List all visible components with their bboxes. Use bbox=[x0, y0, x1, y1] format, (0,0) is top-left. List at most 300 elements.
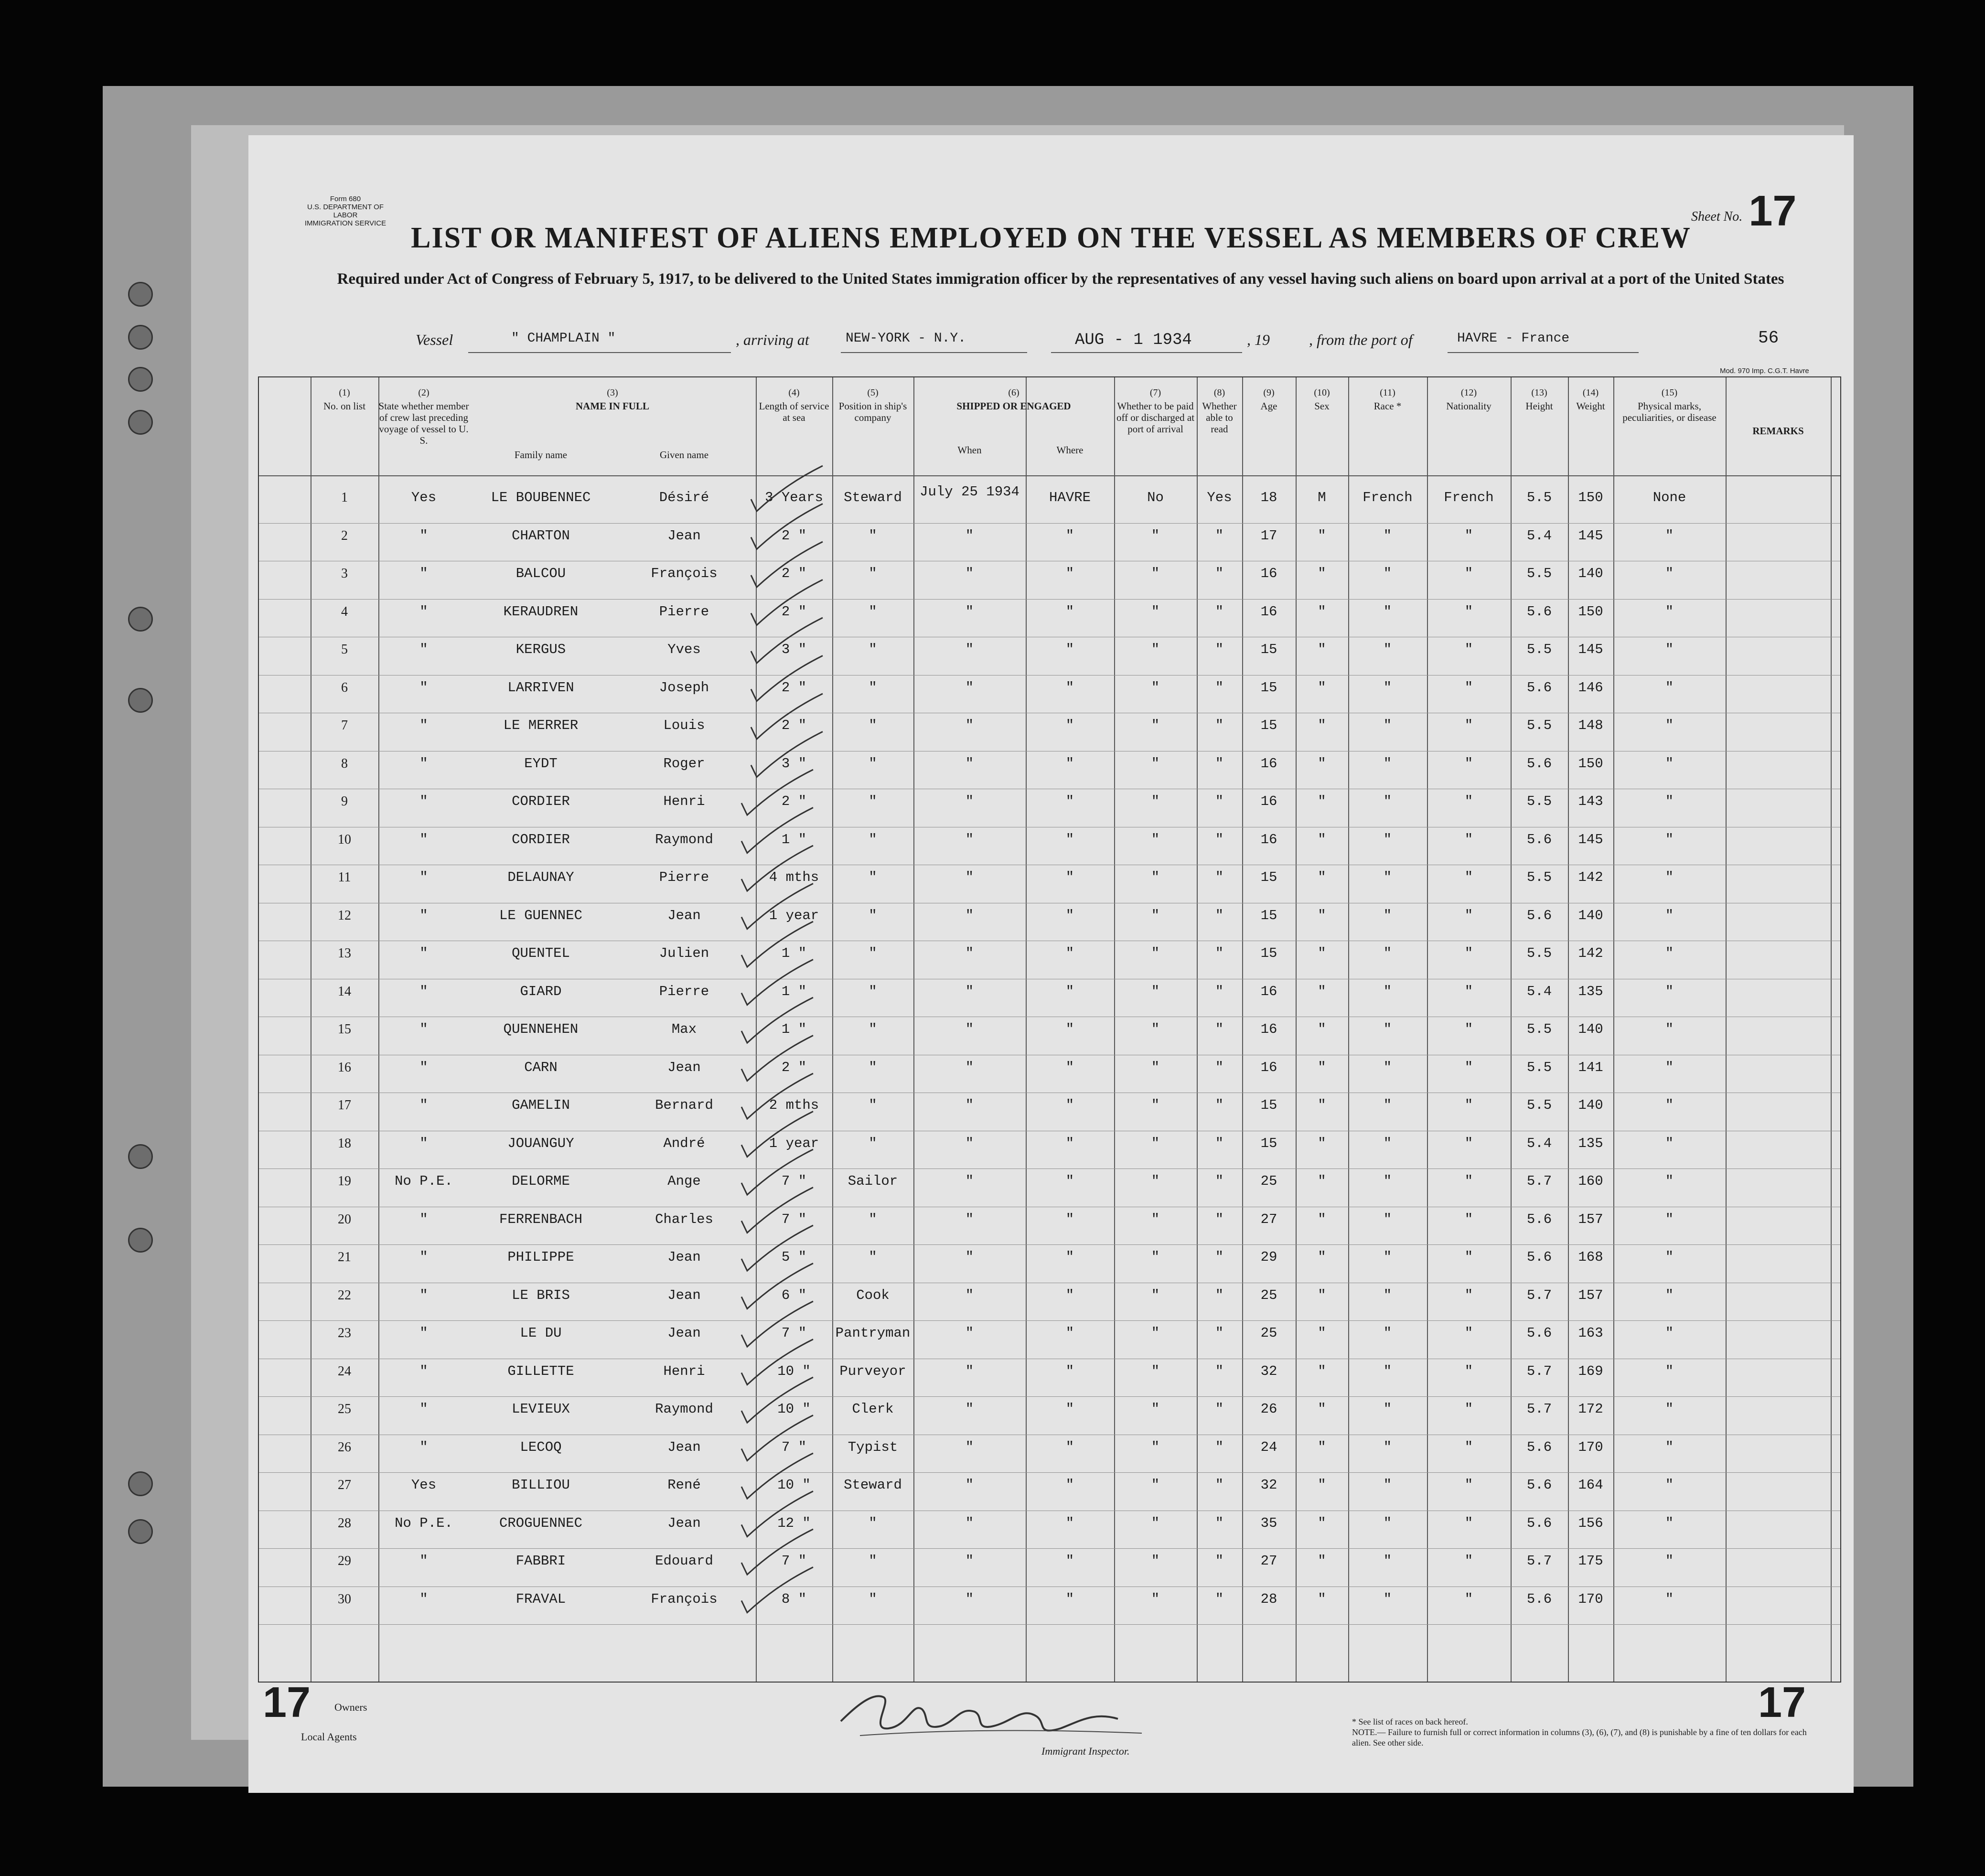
weight-cell: 150 bbox=[1578, 603, 1603, 620]
position-cell: Pantryman bbox=[835, 1325, 911, 1341]
race-cell: " bbox=[1383, 1173, 1392, 1189]
weight-cell: 160 bbox=[1578, 1173, 1603, 1189]
able-to-read-cell: " bbox=[1215, 1477, 1224, 1493]
physical-marks-cell: " bbox=[1665, 1021, 1674, 1037]
last-voyage-cell: No P.E. bbox=[395, 1173, 453, 1189]
shipped-when-cell: " bbox=[965, 1211, 974, 1227]
family-name-cell: DELORME bbox=[512, 1173, 570, 1189]
position-cell: " bbox=[869, 679, 877, 696]
checkmark-stroke bbox=[741, 1264, 813, 1309]
checkmark-stroke bbox=[741, 1188, 813, 1233]
sex-cell: " bbox=[1318, 793, 1326, 809]
header-number: (6) bbox=[1008, 387, 1019, 398]
header-label: NAME IN FULL bbox=[575, 400, 649, 412]
sex-cell: " bbox=[1318, 1249, 1326, 1265]
last-voyage-cell: " bbox=[419, 566, 428, 581]
sex-cell: " bbox=[1318, 945, 1326, 961]
able-to-read-cell: " bbox=[1215, 1515, 1224, 1531]
physical-marks-cell: " bbox=[1665, 1553, 1674, 1569]
family-name-cell: GIARD bbox=[520, 983, 562, 999]
given-name-cell: André bbox=[663, 1135, 705, 1151]
last-voyage-cell: " bbox=[419, 1553, 428, 1569]
sex-cell: " bbox=[1318, 1515, 1326, 1531]
weight-cell: 150 bbox=[1578, 755, 1603, 772]
sex-cell: " bbox=[1318, 1173, 1326, 1189]
physical-marks-cell: " bbox=[1665, 527, 1674, 544]
height-cell: 5.6 bbox=[1526, 1325, 1552, 1341]
binder-hole bbox=[128, 410, 153, 435]
paid-off-cell: " bbox=[1151, 793, 1160, 809]
shipped-when-cell: " bbox=[965, 1097, 974, 1113]
date-fill-line bbox=[1051, 352, 1242, 353]
position-cell: Cook bbox=[856, 1287, 890, 1303]
sex-cell: " bbox=[1318, 603, 1326, 620]
physical-marks-cell: " bbox=[1665, 869, 1674, 885]
manifest-page bbox=[248, 135, 1854, 1793]
able-to-read-cell: " bbox=[1215, 755, 1224, 772]
paid-off-cell: " bbox=[1151, 983, 1160, 999]
weight-cell: 172 bbox=[1578, 1401, 1603, 1417]
shipped-where-cell: " bbox=[1065, 755, 1074, 772]
age-cell: 27 bbox=[1260, 1553, 1277, 1569]
family-name-cell: PHILIPPE bbox=[507, 1249, 574, 1265]
last-voyage-cell: " bbox=[419, 945, 428, 961]
paid-off-cell: " bbox=[1151, 1287, 1160, 1303]
sex-cell: " bbox=[1318, 907, 1326, 923]
age-cell: 25 bbox=[1260, 1287, 1277, 1303]
checkmark-stroke bbox=[741, 1491, 813, 1537]
position-cell: " bbox=[869, 831, 877, 847]
weight-cell: 168 bbox=[1578, 1249, 1603, 1265]
weight-cell: 145 bbox=[1578, 642, 1603, 657]
position-cell: " bbox=[869, 983, 877, 999]
weight-cell: 140 bbox=[1578, 1097, 1603, 1113]
age-cell: 15 bbox=[1260, 907, 1277, 923]
given-name-cell: François bbox=[651, 1591, 718, 1607]
position-cell: " bbox=[869, 718, 877, 733]
race-cell: " bbox=[1383, 1439, 1392, 1455]
family-name-cell: BILLIOU bbox=[512, 1477, 570, 1493]
race-cell: " bbox=[1383, 527, 1392, 544]
paid-off-cell: " bbox=[1151, 1059, 1160, 1075]
checkmark-stroke bbox=[751, 618, 823, 663]
row-number: 28 bbox=[338, 1515, 351, 1531]
able-to-read-cell: " bbox=[1215, 1401, 1224, 1417]
height-cell: 5.4 bbox=[1526, 1135, 1552, 1151]
arrival-date: AUG - 1 1934 bbox=[1075, 331, 1192, 349]
able-to-read-cell: " bbox=[1215, 907, 1224, 923]
shipped-when-cell: " bbox=[965, 1553, 974, 1569]
shipped-when-cell: " bbox=[965, 566, 974, 581]
height-cell: 5.7 bbox=[1526, 1173, 1552, 1189]
service-length-cell: 2 " bbox=[781, 527, 807, 544]
race-cell: " bbox=[1383, 1097, 1392, 1113]
header-number: (13) bbox=[1531, 387, 1547, 398]
paid-off-cell: " bbox=[1151, 1325, 1160, 1341]
race-cell: " bbox=[1383, 679, 1392, 696]
height-cell: 5.6 bbox=[1526, 679, 1552, 696]
shipped-when-cell: " bbox=[965, 642, 974, 657]
shipped-where-cell: " bbox=[1065, 1021, 1074, 1037]
row-number: 17 bbox=[338, 1098, 351, 1113]
nationality-cell: " bbox=[1464, 1097, 1473, 1113]
header-number: (5) bbox=[867, 387, 879, 398]
last-voyage-cell: " bbox=[419, 1439, 428, 1455]
race-cell: French bbox=[1363, 490, 1413, 505]
shipped-where-cell: " bbox=[1065, 831, 1074, 847]
nationality-cell: " bbox=[1464, 1249, 1473, 1265]
shipped-where-cell: " bbox=[1065, 869, 1074, 885]
paid-off-cell: " bbox=[1151, 1021, 1160, 1037]
races-note: * See list of races on back hereof. bbox=[1352, 1717, 1468, 1726]
arriving-label: , arriving at bbox=[736, 331, 809, 348]
height-cell: 5.7 bbox=[1526, 1363, 1552, 1379]
paid-off-cell: " bbox=[1151, 1401, 1160, 1417]
height-cell: 5.6 bbox=[1526, 603, 1552, 620]
row-number: 13 bbox=[338, 946, 351, 961]
local-agents-label: Local Agents bbox=[301, 1731, 357, 1743]
printer-mark: Mod. 970 Imp. C.G.T. Havre bbox=[1720, 367, 1809, 375]
nationality-cell: " bbox=[1464, 1021, 1473, 1037]
family-name-cell: LEVIEUX bbox=[512, 1401, 570, 1417]
family-name-cell: CHARTON bbox=[512, 527, 570, 544]
paid-off-cell: " bbox=[1151, 566, 1160, 581]
service-length-cell: 1 year bbox=[769, 907, 819, 923]
header-number: (15) bbox=[1661, 387, 1678, 398]
shipped-when-cell: " bbox=[965, 1173, 974, 1189]
row-number: 7 bbox=[341, 718, 348, 733]
able-to-read-cell: " bbox=[1215, 1439, 1224, 1455]
position-cell: " bbox=[869, 755, 877, 772]
physical-marks-cell: " bbox=[1665, 831, 1674, 847]
height-cell: 5.7 bbox=[1526, 1553, 1552, 1569]
arriving-fill-line bbox=[841, 352, 1027, 353]
family-name-cell: BALCOU bbox=[515, 566, 566, 581]
nationality-cell: " bbox=[1464, 603, 1473, 620]
paid-off-cell: No bbox=[1147, 490, 1164, 505]
position-cell: " bbox=[869, 527, 877, 544]
height-cell: 5.6 bbox=[1526, 1249, 1552, 1265]
nationality-cell: " bbox=[1464, 566, 1473, 581]
arriving-port: NEW-YORK - N.Y. bbox=[846, 331, 966, 346]
nationality-cell: " bbox=[1464, 1363, 1473, 1379]
checkmark-stroke bbox=[751, 542, 823, 587]
service-length-cell: 3 Years bbox=[765, 490, 823, 505]
last-voyage-cell: " bbox=[419, 642, 428, 657]
last-voyage-cell: " bbox=[419, 831, 428, 847]
row-number: 10 bbox=[338, 832, 351, 847]
height-cell: 5.7 bbox=[1526, 1287, 1552, 1303]
binder-hole bbox=[128, 325, 153, 350]
sheet-number: 17 bbox=[1749, 187, 1797, 235]
physical-marks-cell: " bbox=[1665, 1591, 1674, 1607]
row-number: 1 bbox=[341, 490, 348, 505]
last-voyage-cell: " bbox=[419, 603, 428, 620]
row-number: 15 bbox=[338, 1022, 351, 1037]
physical-marks-cell: " bbox=[1665, 1325, 1674, 1341]
race-cell: " bbox=[1383, 907, 1392, 923]
row-number: 20 bbox=[338, 1211, 351, 1227]
age-cell: 18 bbox=[1260, 490, 1277, 505]
shipped-when-cell: " bbox=[965, 1439, 974, 1455]
able-to-read-cell: Yes bbox=[1207, 490, 1232, 505]
age-cell: 16 bbox=[1260, 983, 1277, 999]
family-name-cell: LECOQ bbox=[520, 1439, 562, 1455]
row-number: 27 bbox=[338, 1478, 351, 1492]
shipped-when-cell: " bbox=[965, 1515, 974, 1531]
sex-cell: M bbox=[1318, 490, 1326, 505]
vessel-label: Vessel bbox=[416, 331, 453, 348]
height-cell: 5.5 bbox=[1526, 642, 1552, 657]
service-length-cell: 7 " bbox=[781, 1325, 807, 1341]
footer-right-number: 17 bbox=[1758, 1679, 1806, 1726]
family-name-cell: CORDIER bbox=[512, 793, 570, 809]
nationality-cell: " bbox=[1464, 1325, 1473, 1341]
header-family-name: Family name bbox=[514, 449, 568, 461]
able-to-read-cell: " bbox=[1215, 831, 1224, 847]
height-cell: 5.6 bbox=[1526, 831, 1552, 847]
sex-cell: " bbox=[1318, 1097, 1326, 1113]
last-voyage-cell: " bbox=[419, 983, 428, 999]
weight-cell: 142 bbox=[1578, 869, 1603, 885]
age-cell: 32 bbox=[1260, 1477, 1277, 1493]
shipped-where-cell: " bbox=[1065, 1097, 1074, 1113]
sex-cell: " bbox=[1318, 566, 1326, 581]
service-length-cell: 2 " bbox=[781, 1059, 807, 1075]
service-length-cell: 10 " bbox=[777, 1363, 811, 1379]
physical-marks-cell: " bbox=[1665, 1439, 1674, 1455]
able-to-read-cell: " bbox=[1215, 1173, 1224, 1189]
service-length-cell: 8 " bbox=[781, 1591, 807, 1607]
given-name-cell: Ange bbox=[667, 1173, 701, 1189]
weight-cell: 157 bbox=[1578, 1287, 1603, 1303]
nationality-cell: " bbox=[1464, 527, 1473, 544]
shipped-where-cell: " bbox=[1065, 1591, 1074, 1607]
shipped-where-cell: " bbox=[1065, 718, 1074, 733]
last-voyage-cell: " bbox=[419, 907, 428, 923]
able-to-read-cell: " bbox=[1215, 1363, 1224, 1379]
binder-hole bbox=[128, 1519, 153, 1544]
last-voyage-cell: " bbox=[419, 1363, 428, 1379]
height-cell: 5.6 bbox=[1526, 1477, 1552, 1493]
service-length-cell: 7 " bbox=[781, 1173, 807, 1189]
race-cell: " bbox=[1383, 1287, 1392, 1303]
shipped-when-cell: " bbox=[965, 679, 974, 696]
sheet-label: Sheet No. bbox=[1691, 209, 1743, 224]
checkmark-stroke bbox=[751, 580, 823, 625]
row-number: 9 bbox=[341, 794, 348, 809]
physical-marks-cell: " bbox=[1665, 793, 1674, 809]
given-name-cell: Jean bbox=[667, 1439, 701, 1455]
owners-label: Owners bbox=[334, 1701, 367, 1713]
header-label: Sex bbox=[1314, 400, 1330, 412]
position-cell: " bbox=[869, 566, 877, 581]
position-cell: " bbox=[869, 907, 877, 923]
weight-cell: 156 bbox=[1578, 1515, 1603, 1531]
last-voyage-cell: " bbox=[419, 1249, 428, 1265]
form-number: Form 680 bbox=[330, 195, 361, 203]
weight-cell: 170 bbox=[1578, 1591, 1603, 1607]
service-length-cell: 2 " bbox=[781, 603, 807, 620]
header-remarks: REMARKS bbox=[1752, 425, 1804, 437]
header-label: Whether to be paid off or discharged at port of arrival bbox=[1116, 400, 1195, 435]
physical-marks-cell: " bbox=[1665, 566, 1674, 581]
paid-off-cell: " bbox=[1151, 1097, 1160, 1113]
shipped-when-cell: " bbox=[965, 718, 974, 733]
age-cell: 24 bbox=[1260, 1439, 1277, 1455]
checkmark-stroke bbox=[741, 922, 813, 967]
given-name-cell: François bbox=[651, 566, 718, 581]
weight-cell: 157 bbox=[1578, 1211, 1603, 1227]
age-cell: 16 bbox=[1260, 793, 1277, 809]
position-cell: " bbox=[869, 1591, 877, 1607]
race-cell: " bbox=[1383, 603, 1392, 620]
sex-cell: " bbox=[1318, 1021, 1326, 1037]
family-name-cell: LE GUENNEC bbox=[499, 907, 583, 923]
able-to-read-cell: " bbox=[1215, 1287, 1224, 1303]
shipped-when-cell: " bbox=[965, 983, 974, 999]
age-cell: 15 bbox=[1260, 945, 1277, 961]
age-cell: 15 bbox=[1260, 679, 1277, 696]
checkmark-stroke bbox=[741, 1149, 813, 1195]
service-length-cell: 2 " bbox=[781, 566, 807, 581]
nationality-cell: " bbox=[1464, 1401, 1473, 1417]
position-cell: Steward bbox=[844, 490, 902, 505]
height-cell: 5.6 bbox=[1526, 755, 1552, 772]
weight-cell: 150 bbox=[1578, 490, 1603, 505]
weight-cell: 140 bbox=[1578, 1021, 1603, 1037]
shipped-where-cell: " bbox=[1065, 1059, 1074, 1075]
header-label: State whether member of crew last preceding voyage of vessel to U. S. bbox=[378, 400, 469, 446]
binder-hole bbox=[128, 282, 153, 307]
height-cell: 5.5 bbox=[1526, 869, 1552, 885]
paid-off-cell: " bbox=[1151, 1591, 1160, 1607]
sex-cell: " bbox=[1318, 755, 1326, 772]
last-voyage-cell: " bbox=[419, 1325, 428, 1341]
last-voyage-cell: " bbox=[419, 718, 428, 733]
binder-hole bbox=[128, 1228, 153, 1253]
row-number: 8 bbox=[341, 756, 348, 771]
able-to-read-cell: " bbox=[1215, 1097, 1224, 1113]
race-cell: " bbox=[1383, 642, 1392, 657]
year-label: , 19 bbox=[1247, 331, 1270, 348]
given-name-cell: Raymond bbox=[655, 831, 713, 847]
position-cell: " bbox=[869, 945, 877, 961]
shipped-where-cell: HAVRE bbox=[1049, 490, 1091, 505]
sex-cell: " bbox=[1318, 1591, 1326, 1607]
height-cell: 5.4 bbox=[1526, 527, 1552, 544]
checkmark-stroke bbox=[751, 504, 823, 549]
crew-table bbox=[258, 376, 1841, 1683]
paid-off-cell: " bbox=[1151, 1249, 1160, 1265]
shipped-where-cell: " bbox=[1065, 566, 1074, 581]
height-cell: 5.5 bbox=[1526, 490, 1552, 505]
age-cell: 26 bbox=[1260, 1401, 1277, 1417]
physical-marks-cell: " bbox=[1665, 1135, 1674, 1151]
paid-off-cell: " bbox=[1151, 1477, 1160, 1493]
shipped-where-cell: " bbox=[1065, 603, 1074, 620]
height-cell: 5.5 bbox=[1526, 1059, 1552, 1075]
service-length-cell: 3 " bbox=[781, 642, 807, 657]
able-to-read-cell: " bbox=[1215, 679, 1224, 696]
position-cell: " bbox=[869, 1249, 877, 1265]
age-cell: 16 bbox=[1260, 755, 1277, 772]
family-name-cell: QUENNEHEN bbox=[503, 1021, 579, 1037]
last-voyage-cell: " bbox=[419, 1021, 428, 1037]
checkmark-stroke bbox=[741, 1377, 813, 1423]
checkmark-stroke bbox=[751, 656, 823, 701]
from-port-fill-line bbox=[1448, 352, 1639, 353]
nationality-cell: " bbox=[1464, 1059, 1473, 1075]
row-number: 30 bbox=[338, 1591, 351, 1607]
header-label: Nationality bbox=[1446, 400, 1491, 412]
header-label: Whether able to read bbox=[1202, 400, 1237, 435]
able-to-read-cell: " bbox=[1215, 1249, 1224, 1265]
able-to-read-cell: " bbox=[1215, 793, 1224, 809]
nationality-cell: " bbox=[1464, 793, 1473, 809]
family-name-cell: LE MERRER bbox=[503, 718, 579, 733]
physical-marks-cell: " bbox=[1665, 1249, 1674, 1265]
fine-note: NOTE.— Failure to furnish full or correct information in columns (3), (6), (7), and (8) is punishable by a fine of ten dollars for each alien. See other side. bbox=[1352, 1727, 1807, 1747]
header-number: (3) bbox=[607, 387, 618, 398]
given-name-cell: Roger bbox=[663, 755, 705, 772]
header-number: (7) bbox=[1149, 387, 1161, 398]
nationality-cell: " bbox=[1464, 1173, 1473, 1189]
nationality-cell: French bbox=[1444, 490, 1494, 505]
given-name-cell: Max bbox=[671, 1021, 697, 1037]
weight-cell: 142 bbox=[1578, 945, 1603, 961]
checkmark-stroke bbox=[741, 1073, 813, 1119]
height-cell: 5.5 bbox=[1526, 1021, 1552, 1037]
physical-marks-cell: None bbox=[1652, 490, 1686, 505]
physical-marks-cell: " bbox=[1665, 755, 1674, 772]
given-name-cell: Henri bbox=[663, 1363, 705, 1379]
header-number: (11) bbox=[1380, 387, 1395, 398]
age-cell: 15 bbox=[1260, 869, 1277, 885]
given-name-cell: Jean bbox=[667, 1325, 701, 1341]
nationality-cell: " bbox=[1464, 869, 1473, 885]
position-cell: Purveyor bbox=[839, 1363, 906, 1379]
weight-cell: 175 bbox=[1578, 1553, 1603, 1569]
service-length-cell: 12 " bbox=[777, 1515, 811, 1531]
checkmark-stroke bbox=[741, 770, 813, 815]
physical-marks-cell: " bbox=[1665, 642, 1674, 657]
header-label: Weight bbox=[1576, 400, 1605, 412]
row-number: 14 bbox=[338, 984, 351, 999]
sex-cell: " bbox=[1318, 1135, 1326, 1151]
sex-cell: " bbox=[1318, 642, 1326, 657]
shipped-where-cell: " bbox=[1065, 1211, 1074, 1227]
last-voyage-cell: " bbox=[419, 527, 428, 544]
row-number: 4 bbox=[341, 604, 348, 619]
weight-cell: 141 bbox=[1578, 1059, 1603, 1075]
weight-cell: 135 bbox=[1578, 1135, 1603, 1151]
family-name-cell: FABBRI bbox=[515, 1553, 566, 1569]
given-name-cell: Pierre bbox=[659, 869, 709, 885]
height-cell: 5.5 bbox=[1526, 1097, 1552, 1113]
age-cell: 16 bbox=[1260, 1021, 1277, 1037]
race-cell: " bbox=[1383, 793, 1392, 809]
service-length-cell: 1 " bbox=[781, 1021, 807, 1037]
voyage-mark: 56 bbox=[1758, 328, 1779, 348]
header-number: (12) bbox=[1460, 387, 1477, 398]
footer-notes bbox=[1352, 1716, 1820, 1748]
page-subtitle: Required under Act of Congress of February 5, 1917, to be delivered to the United States immigration officer by the representatives of any vessel having such aliens on board upon arrival at a port of the United States bbox=[337, 270, 1784, 288]
last-voyage-cell: " bbox=[419, 679, 428, 696]
family-name-cell: LE DU bbox=[520, 1325, 562, 1341]
weight-cell: 135 bbox=[1578, 983, 1603, 999]
vessel-name: " CHAMPLAIN " bbox=[511, 331, 616, 346]
